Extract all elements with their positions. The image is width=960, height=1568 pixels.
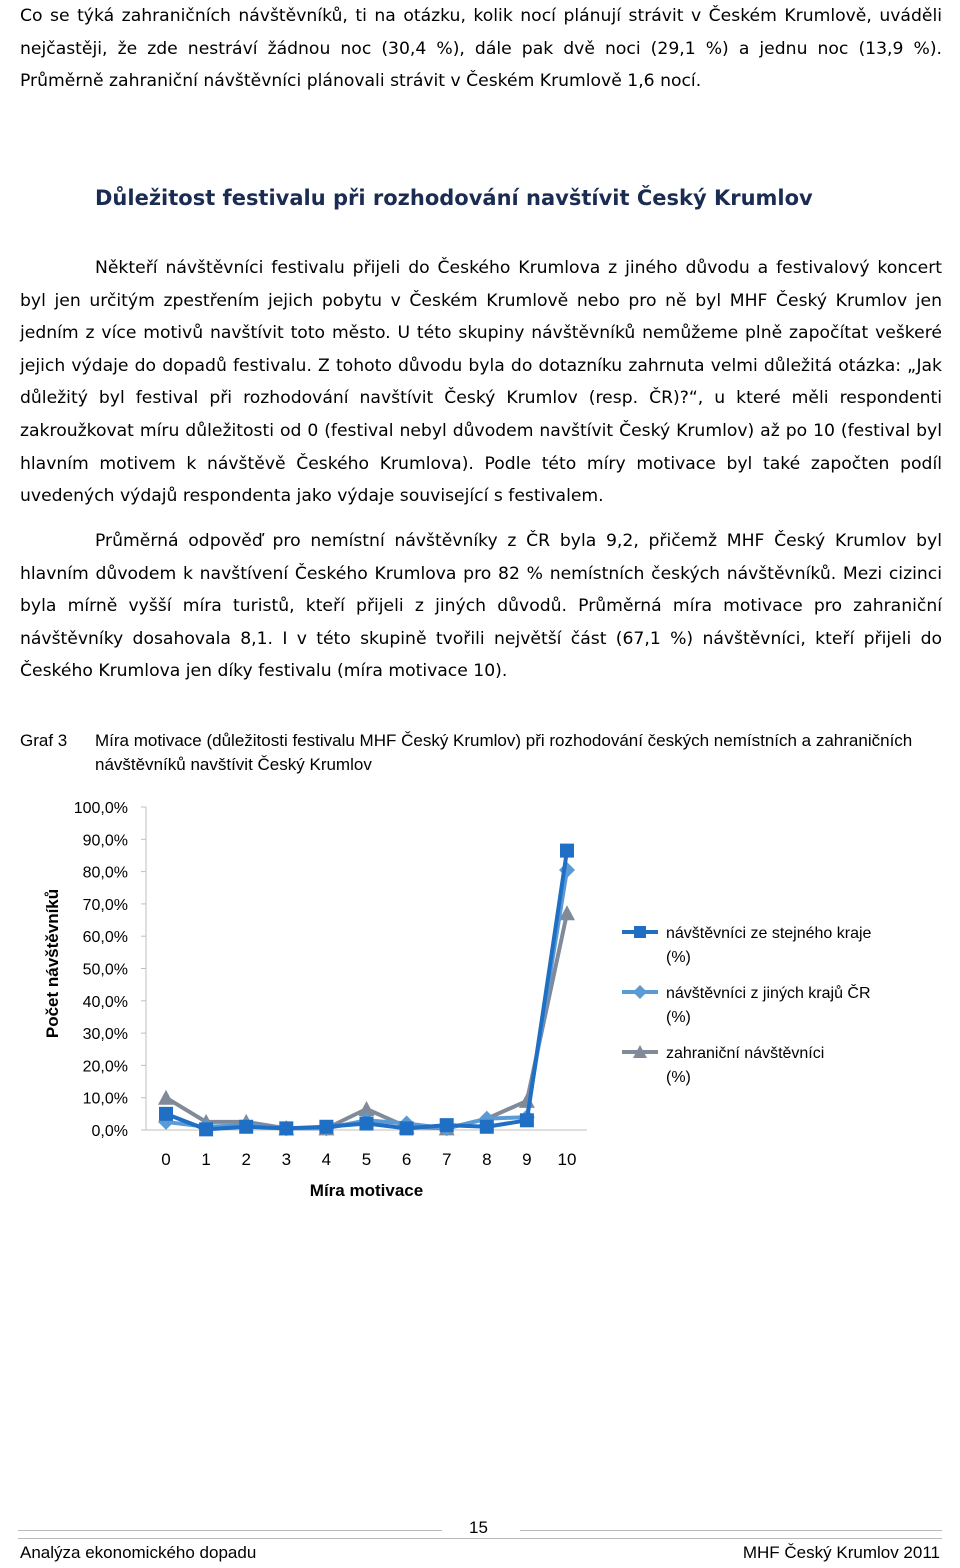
paragraph-motivation: Někteří návštěvníci festivalu přijeli do Českého Krumlova z jiného důvodu a festivalový koncert byl jen určitým zpestřením jejich pobytu v Českém Krumlově nebo pro ně byl MHF Český Krumlov jen jedním z více motivů navštívit toto město. U této skupiny návštěvníků nemůžeme plně započítat veškeré jejich výdaje do dopadů festivalu. Z tohoto důvodu byla do dotazníku zahrnuta velmi důležitá otázka: „Jak důležitý byl festival při rozhodování navštívit Český Krumlov (resp. ČR)?“, u které měli respondenti zakroužkovat míru důležitosti od 0 (festival nebyl důvodem navštívit Český Krumlov) až po 10 (festival byl hlavním motivem k návštěvě Českého Krumlova). Podle této míry motivace byl také započten podíl uvedených výdajů respondenta jako výdaje související s festivalem. — [20, 258, 942, 507]
series-1-point — [199, 1122, 213, 1136]
figure-label: Graf 3 — [20, 731, 68, 750]
footer-rule-left — [18, 1530, 442, 1531]
series-1-point — [520, 1113, 534, 1127]
series-1-point — [159, 1107, 173, 1121]
series-1-point — [239, 1120, 253, 1134]
series-1-point — [400, 1121, 414, 1135]
legend-marker-1 — [634, 926, 646, 938]
series-line-2 — [166, 870, 567, 1128]
legend-label-2: návštěvníci z jiných krajů ČR — [666, 985, 871, 1002]
footer-right-text: MHF Český Krumlov 2011 — [742, 1543, 940, 1562]
y-tick-label: 30,0% — [82, 1026, 128, 1044]
x-tick-label: 7 — [441, 1150, 452, 1169]
x-tick-label: 3 — [281, 1150, 292, 1169]
legend-label-3: zahraniční návštěvníci — [666, 1045, 825, 1062]
series-3-point — [158, 1090, 174, 1105]
series-line-3 — [166, 913, 567, 1128]
x-tick-label: 4 — [321, 1150, 332, 1169]
y-tick-label: 100,0% — [73, 800, 128, 817]
series-line-1 — [166, 851, 567, 1130]
motivation-line-chart — [0, 780, 960, 1220]
footer-rule-right — [520, 1530, 942, 1531]
y-tick-label: 10,0% — [82, 1090, 128, 1108]
legend-label-3-cont: (%) — [666, 1069, 691, 1086]
y-tick-label: 40,0% — [82, 993, 128, 1011]
y-axis-title: Počet návštěvníků — [43, 888, 62, 1039]
legend-label-2-cont: (%) — [666, 1009, 691, 1026]
x-tick-label: 10 — [557, 1150, 577, 1169]
section-heading: Důležitost festivalu při rozhodování navštívit Český Krumlov — [95, 186, 813, 210]
y-tick-label: 90,0% — [82, 832, 128, 850]
y-tick-label: 20,0% — [82, 1058, 128, 1076]
y-tick-label: 0,0% — [91, 1123, 128, 1140]
y-tick-label: 60,0% — [82, 929, 128, 947]
series-1-point — [279, 1121, 293, 1135]
series-1-point — [319, 1120, 333, 1134]
intro-paragraph: Co se týká zahraničních návštěvníků, ti na otázku, kolik nocí plánují strávit v Českém Krumlově, uváděli nejčastěji, že zde nestráví žádnou noc (30,4 %), dále pak dvě noci (29,1 %) a jednu noc (13,9 %). Průměrně zahraniční návštěvníci plánovali strávit v Českém Krumlově 1,6 nocí. — [20, 6, 942, 92]
paragraph-average: Průměrná odpověď pro nemístní návštěvníky z ČR byla 9,2, přičemž MHF Český Krumlov byl hlavním důvodem k navštívení Českého Krumlova pro 82 % nemístních českých návštěvníků. Mezi cizinci byla mírně vyšší míra turistů, kteří přijeli z jiných důvodů. Průměrná míra motivace pro zahraniční návštěvníky dosahovala 8,1. I v této skupině tvořili největší část (67,1 %) návštěvníci, kteří přijeli do Českého Krumlova jen díky festivalu (míra motivace 10). — [20, 531, 942, 682]
x-tick-label: 9 — [522, 1150, 532, 1169]
legend-label-1-cont: (%) — [666, 949, 691, 966]
series-1-point — [560, 844, 574, 858]
series-1-point — [360, 1117, 374, 1131]
figure-caption: Míra motivace (důležitosti festivalu MHF Český Krumlov) při rozhodování českých nemístních a zahraničních návštěvníků navštívit Český Krumlov — [95, 731, 913, 774]
x-tick-label: 5 — [361, 1150, 372, 1169]
page-number: 15 — [469, 1518, 488, 1537]
legend-marker-2 — [633, 985, 647, 999]
x-tick-label: 2 — [241, 1150, 251, 1169]
y-tick-label: 80,0% — [82, 864, 128, 882]
y-tick-label: 70,0% — [82, 896, 128, 914]
series-1-point — [480, 1120, 494, 1134]
footer-rule — [18, 1538, 942, 1539]
series-1-point — [440, 1118, 454, 1132]
x-tick-label: 8 — [482, 1150, 492, 1169]
legend-label-1: návštěvníci ze stejného kraje — [666, 925, 872, 942]
x-tick-label: 6 — [401, 1150, 412, 1169]
footer-left-text: Analýza ekonomického dopadu — [20, 1543, 257, 1562]
y-tick-label: 50,0% — [82, 961, 128, 979]
x-tick-label: 0 — [161, 1150, 171, 1169]
x-tick-label: 1 — [201, 1150, 211, 1169]
x-axis-title: Míra motivace — [309, 1181, 424, 1200]
